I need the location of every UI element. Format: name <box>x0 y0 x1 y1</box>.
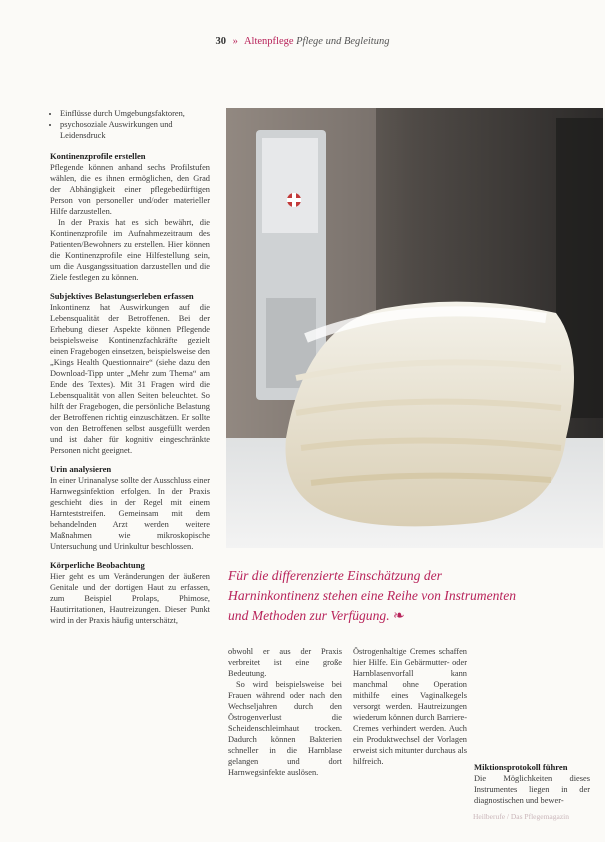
page-footer: Heilberufe / Das Pflegemagazin <box>472 812 569 821</box>
paragraph: So wird beispielsweise bei Frauen während oder nach den Wechseljahren durch den Östrogenverlust die Scheidenschleimhaut trocken. Dadurch können Bakterien schneller in die Harnblase gelangen und dort Harnwegsinfekte auslösen. <box>228 680 342 777</box>
photo-incontinence-pads-icon <box>226 108 603 548</box>
paragraph: In einer Urinanalyse sollte der Ausschluss einer Harnwegsinfektion erfolgen. In der Praxis geschieht dies in der Regel mit einem Harnteststreifen. Gemeinsam mit dem behandelnden Arzt werden weitere Maßnahmen wie mikroskopische Untersuchung und Urinkultur beschlossen. <box>50 476 210 551</box>
section-heading: Körperliche Beobachtung <box>50 560 145 570</box>
page-header <box>0 36 605 47</box>
paragraph: Pflegende können anhand sechs Profilstufen wählen, die es ihnen ermöglichen, den Grad der Abhängigkeit einer pflegebedürftigen Person von personeller und/oder materieller Hilfe darzustellen. <box>50 163 210 216</box>
paragraph: Hier geht es um Veränderungen der äußeren Genitale und der dortigen Haut zu erfassen, zum Beispiel Prolaps, Phimose, Hautirritationen, Hautreizungen. Dieser Punkt wird in der Praxis häufig unterschätzt, <box>50 572 210 625</box>
paragraph: Östrogenhaltige Cremes schaffen hier Hilfe. Ein Gebärmutter- oder Harnblasenvorfall kann manchmal ohne Operation mithilfe eines Vaginalkegels versorgt werden. Hautreizungen wiederum können durch Barriere-Cremes verhindert werden. Auch ein Produktwechsel der Vorlagen erweist sich mitunter durchaus als hilfreich. <box>353 647 467 766</box>
header-separator: » <box>232 36 238 47</box>
text-column-3 <box>353 646 467 767</box>
ornament-icon: ❧ <box>393 609 405 624</box>
paragraph: Die Möglichkeiten dieses Instrumentes liegen in der diagnostischen und bewer- <box>474 774 590 805</box>
section-heading: Subjektives Belastungserleben erfassen <box>50 291 194 301</box>
text-column-1 <box>50 108 210 626</box>
list-item: • Einflüsse durch Umgebungsfaktoren, <box>60 108 210 119</box>
section-heading: Urin analysieren <box>50 464 112 474</box>
section-heading: Kontinenzprofile erstellen <box>50 151 146 161</box>
list-item: • psychosoziale Auswirkungen und Leidensdruck <box>60 119 210 141</box>
section-title: Altenpflege <box>243 36 294 47</box>
paragraph: Inkontinenz hat Auswirkungen auf die Lebensqualität der Betroffenen. Bei der Erhebung dieser Aspekte können Pflegende beispielsweise Kontinenzfachkräfte gezielt einen Fragebogen einsetzen, beispielsweise den „Kings Health Questionnaire“ (siehe dazu den Download-Tipp unter „Mehr zum Thema“ am Ende des Textes). Mit 31 Fragen wird die Lebensqualität von allen Seiten beleuchtet. So hilft der Fragebogen, die persönliche Belastung der Betroffenen richtig einzuschätzen. Er sollte von den Betroffenen selbst ausgefüllt werden und ist daher für kognitiv eingeschränkte Personen nicht geeignet. <box>50 303 210 455</box>
section-heading: Miktionsprotokoll führen <box>474 762 568 772</box>
paragraph: obwohl er aus der Praxis verbreitet ist eine große Bedeutung. <box>228 647 342 678</box>
paragraph: In der Praxis hat es sich bewährt, die Kontinenzprofile im Aufnahmezeitraum des Patienten/Bewohners zu erstellen. Hier können die Kontinenzprofile eine Hilfestellung sein, um die Ausgangssituation darzustellen und die Ziele festlegen zu können. <box>50 218 210 282</box>
image-caption <box>228 566 528 627</box>
text-column-2 <box>228 646 342 778</box>
text-column-4 <box>474 646 590 806</box>
bullet-list <box>50 108 210 141</box>
page-number: 30 <box>215 36 227 47</box>
section-subtitle: Pflege und Begleitung <box>296 36 390 47</box>
caption-text: Für die differenzierte Einschätzung der Harninkontinenz stehen eine Reihe von Instrumenten und Methoden zur Verfügung. <box>228 568 517 623</box>
photo <box>226 108 603 548</box>
